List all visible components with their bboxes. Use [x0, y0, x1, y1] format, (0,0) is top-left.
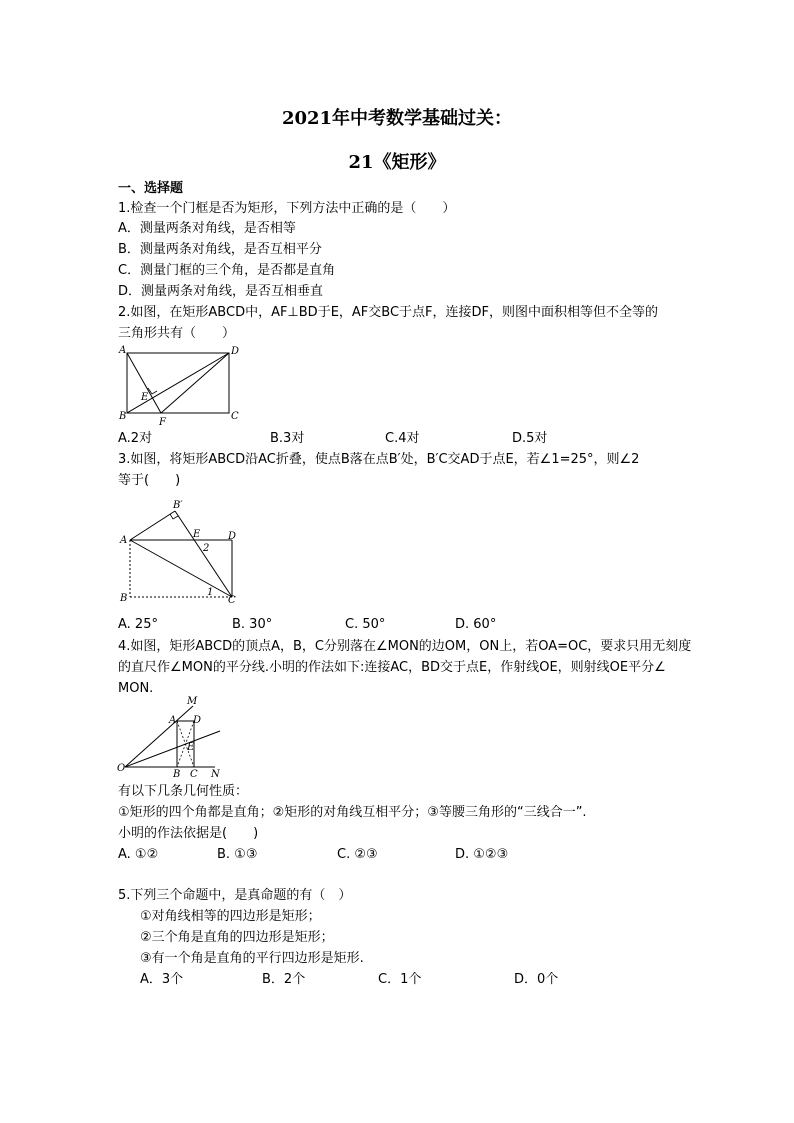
q2-label-c: C — [231, 411, 239, 422]
q4-label-m: M — [187, 696, 198, 707]
q2-figure — [115, 343, 245, 428]
q2-option-d: D.5对 — [512, 431, 548, 446]
q4-label-a: A — [169, 715, 177, 726]
q3-label-e: E — [193, 529, 201, 540]
q3-stem-line2: 等于( ) — [118, 473, 181, 488]
q3-stem-line1: 3.如图，将矩形ABCD沿AC折叠，使点B落在点B′处，B′C交AD于点E，若∠1=25°，则∠2 — [118, 452, 640, 467]
document-title: 2021年中考数学基础过关： — [281, 108, 513, 129]
q3-label-d: D — [228, 531, 237, 542]
q4-label-b: B — [173, 769, 181, 780]
q1-option-a: A．测量两条对角线，是否相等 — [118, 221, 296, 236]
q1-stem: 1.检查一个门框是否为矩形，下列方法中正确的是（ ） — [118, 201, 456, 216]
q3-figure — [115, 497, 245, 607]
q4-label-o: O — [117, 763, 126, 774]
q1-option-d: D．测量两条对角线，是否互相垂直 — [118, 284, 324, 299]
q2-option-c: C.4对 — [385, 431, 420, 446]
q2-stem-line2: 三角形共有（ ） — [118, 326, 236, 341]
section-heading: 一、选择题 — [118, 181, 184, 196]
q3-option-c: C. 50° — [345, 617, 386, 632]
q4-stem-line2: 的直尺作∠MON的平分线.小明的作法如下:连接AC，BD交于点E，作射线OE，则射线OE平分∠ — [118, 660, 666, 675]
q4-option-c: C. ②③ — [337, 847, 378, 862]
q3-option-b: B. 30° — [232, 617, 273, 632]
q5-option-a: A．3个 — [140, 972, 184, 987]
q2-option-b: B.3对 — [270, 431, 305, 446]
q3-label-b: B — [120, 593, 128, 604]
q4-basis: 小明的作法依据是( ) — [118, 826, 259, 841]
q3-label-2: 2 — [203, 543, 210, 554]
q2-label-a: A — [119, 345, 127, 356]
q4-properties: ①矩形的四个角都是直角；②矩形的对角线互相平分；③等腰三角形的“三线合一”. — [118, 805, 587, 820]
q4-label-c: C — [190, 769, 198, 780]
q4-label-e: E — [187, 742, 195, 753]
q2-option-a: A.2对 — [118, 431, 153, 446]
q5-stem: 5.下列三个命题中，是真命题的有（ ） — [118, 888, 352, 903]
q3-option-d: D. 60° — [455, 617, 497, 632]
q5-option-c: C．1个 — [378, 972, 422, 987]
q4-option-d: D. ①②③ — [455, 847, 509, 862]
q4-option-a: A. ①② — [118, 847, 159, 862]
q2-stem-line1: 2.如图，在矩形ABCD中，AF⊥BD于E，AF交BC于点F，连接DF，则图中面积相等但不全等的 — [118, 305, 659, 320]
q4-figure — [115, 698, 230, 782]
q4-stem-line1: 4.如图，矩形ABCD的顶点A，B，C分别落在∠MON的边OM，ON上，若OA=OC，要求只用无刻度 — [118, 639, 692, 654]
q1-option-c: C．测量门框的三个角，是否都是直角 — [118, 263, 336, 278]
q5-item-3: ③有一个角是直角的平行四边形是矩形. — [140, 951, 364, 966]
q3-label-a: A — [120, 535, 128, 546]
q5-item-2: ②三个角是直角的四边形是矩形； — [140, 930, 334, 945]
q5-item-1: ①对角线相等的四边形是矩形； — [140, 909, 321, 924]
q2-label-e: E — [141, 392, 149, 403]
q3-option-a: A. 25° — [118, 617, 158, 632]
q2-label-b: B — [119, 411, 127, 422]
q4-stem-line3: MON. — [118, 681, 154, 696]
q3-label-c: C — [228, 595, 236, 606]
q4-label-d: D — [193, 715, 202, 726]
q3-label-bprime: B′ — [173, 500, 183, 511]
q3-label-1: 1 — [207, 587, 214, 598]
q5-option-b: B．2个 — [262, 972, 306, 987]
q4-label-n: N — [211, 769, 220, 780]
q4-option-b: B. ①③ — [217, 847, 258, 862]
q5-option-d: D．0个 — [514, 972, 559, 987]
q4-properties-intro: 有以下几条几何性质： — [118, 784, 249, 799]
q2-label-f: F — [159, 417, 166, 428]
q1-option-b: B．测量两条对角线，是否互相平分 — [118, 242, 322, 257]
q2-label-d: D — [231, 346, 240, 357]
document-subtitle: 21《矩形》 — [348, 152, 446, 173]
